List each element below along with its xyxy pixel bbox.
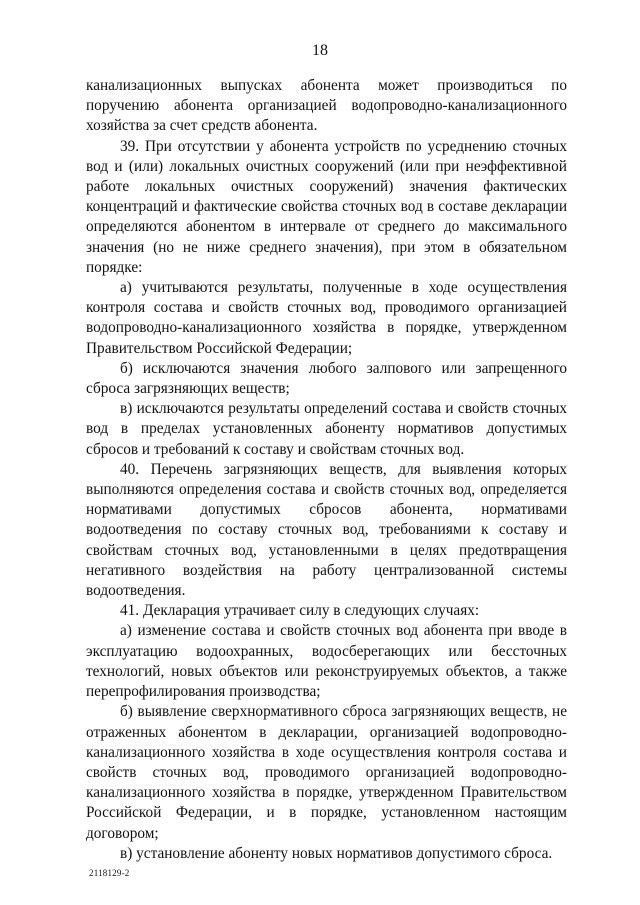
paragraph-41-a: а) изменение состава и свойств сточных вод абонента при вводе в эксплуатацию водоохранных, водосберегающих или бессточных технологий, новых объектов или реконструируемых объектов, а также перепрофилирования производства; <box>86 622 567 701</box>
paragraph-39-b: б) исключаются значения любого залпового или запрещенного сброса загрязняющих веществ; <box>86 359 567 398</box>
paragraph-continuation: канализационных выпусках абонента может производиться по поручению абонента организацией водопроводно-канализационного хозяйства за счет средств абонента. <box>86 77 567 135</box>
document-body <box>86 76 567 864</box>
paragraph-41-b: б) выявление сверхнормативного сброса загрязняющих веществ, не отраженных абонентом в декларации, организацией водопроводно-канализационного хозяйства в ходе осуществления контроля состава и свойств сточных вод, проводимого организацией водопроводно-канализационного хозяйства в порядке, утвержденном Правительством Российской Федерации, и в порядке, установленном настоящим договором; <box>86 703 567 842</box>
paragraph-41-v: в) установление абоненту новых нормативов допустимого сброса. <box>120 844 553 862</box>
paragraph-39-v: в) исключаются результаты определений состава и свойств сточных вод в пределах установленных абоненту нормативов допустимых сбросов и требований к составу и свойствам сточных вод. <box>86 400 567 458</box>
page-number: 18 <box>312 42 328 59</box>
paragraph-39-a: а) учитываются результаты, полученные в ходе осуществления контроля состава и свойств сточных вод, проводимого организацией водопроводно-канализационного хозяйства в порядке, утвержденном Правительством Российской Федерации; <box>86 279 567 357</box>
paragraph-41: 41. Декларация утрачивает силу в следующих случаях: <box>120 602 480 620</box>
document-code: 2118129-2 <box>89 868 130 878</box>
paragraph-39: 39. При отсутствии у абонента устройств по усреднению сточных вод и (или) локальных очистных сооружений (или при неэффективной работе локальных очистных сооружений) значения фактических концентраций и фактические свойства сточных вод в составе декларации определяются абонентом в интервале от среднего до максимального значения (но не ниже среднего значения), при этом в обязательном порядке: <box>86 137 567 276</box>
paragraph-40: 40. Перечень загрязняющих веществ, для выявления которых выполняются определения состава и свойств сточных вод, определяется нормативами допустимых сбросов абонента, нормативами водоотведения по составу сточных вод, требованиями к составу и свойствам сточных вод, установленными в целях предотвращения негативного воздействия на работу централизованной системы водоотведения. <box>86 460 567 600</box>
